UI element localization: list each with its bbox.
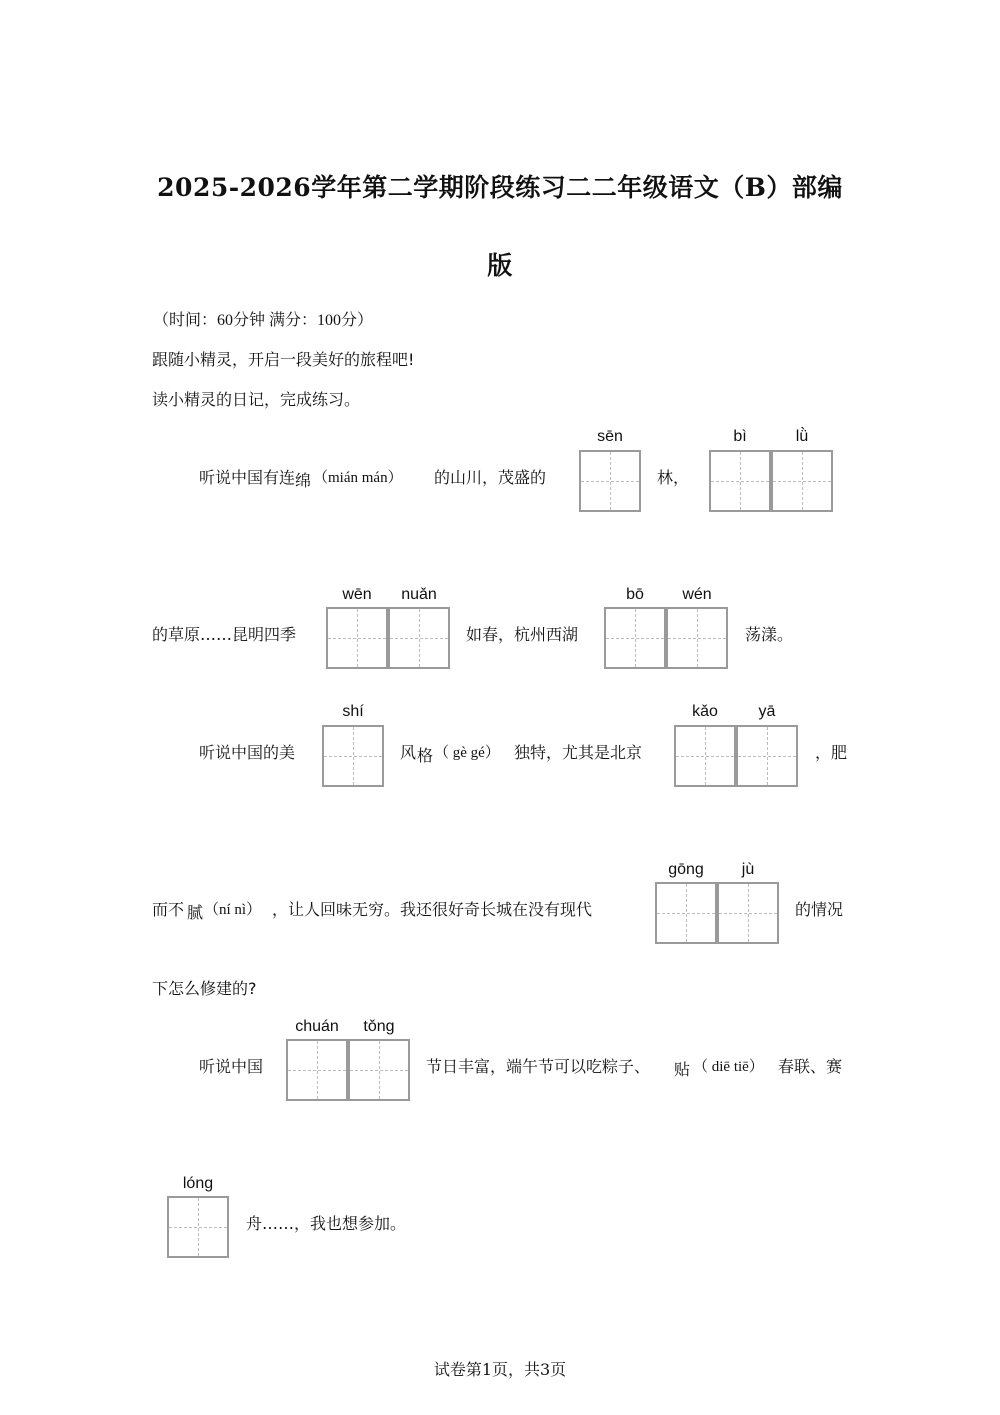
pinyin-label: bō bbox=[626, 586, 644, 603]
tianzige-answer-box[interactable] bbox=[167, 1196, 229, 1258]
p6-text-1: 听说中国 bbox=[199, 1057, 264, 1076]
tianzige-answer-box[interactable] bbox=[388, 607, 450, 669]
tianzige-answer-box[interactable] bbox=[736, 725, 798, 787]
pinyin-label: lǜ bbox=[795, 428, 809, 445]
p4-text-1: 而不 bbox=[152, 900, 185, 919]
pinyin-label: tǒng bbox=[363, 1018, 395, 1035]
p1-text-2: 的山川，茂盛的 bbox=[434, 468, 547, 487]
p3-text-2: 风 bbox=[400, 743, 417, 762]
exam-title: 2025-2026学年第二学期阶段练习二二年级语文（B）部编 bbox=[157, 173, 843, 202]
p6-text-2: 节日丰富，端午节可以吃粽子、 bbox=[426, 1057, 651, 1076]
tianzige-answer-box[interactable] bbox=[326, 607, 388, 669]
pinyin-label: chuán bbox=[295, 1018, 339, 1035]
tianzige-answer-box[interactable] bbox=[717, 882, 779, 944]
p1-pinyin-choice: （mián mán） bbox=[313, 470, 403, 486]
p2-text-2: 如春，杭州西湖 bbox=[466, 625, 579, 644]
p1-text-1: 听说中国有连 bbox=[199, 468, 296, 487]
p1-char-1: 绵 bbox=[295, 471, 312, 490]
p3-text-1: 听说中国的美 bbox=[199, 743, 296, 762]
p6-text-3: 春联、赛 bbox=[778, 1057, 843, 1076]
p4-char-1: 腻 bbox=[187, 903, 204, 922]
pinyin-label: wén bbox=[682, 586, 712, 603]
tianzige-answer-box[interactable] bbox=[322, 725, 384, 787]
tianzige-answer-box[interactable] bbox=[666, 607, 728, 669]
pinyin-label: lóng bbox=[182, 1175, 214, 1192]
tianzige-answer-box[interactable] bbox=[655, 882, 717, 944]
intro-text: 跟随小精灵，开启一段美好的旅程吧! bbox=[152, 350, 415, 369]
p3-pinyin-choice: （ gè gé） bbox=[434, 745, 500, 761]
p4-text-3: 的情况 bbox=[795, 900, 844, 919]
pinyin-label: kǎo bbox=[692, 703, 718, 720]
tianzige-answer-box[interactable] bbox=[348, 1039, 410, 1101]
pinyin-label: gōng bbox=[668, 861, 704, 878]
p3-text-3: 独特，尤其是北京 bbox=[514, 743, 643, 762]
p4-pinyin-choice: （ní nì） bbox=[204, 902, 262, 918]
p2-text-1: 的草原……昆明四季 bbox=[152, 625, 297, 644]
pinyin-label: sēn bbox=[597, 428, 623, 445]
p2-text-3: 荡漾。 bbox=[745, 625, 794, 644]
tianzige-answer-box[interactable] bbox=[674, 725, 736, 787]
p4-text-2: ，让人回味无穷。我还很好奇长城在没有现代 bbox=[272, 900, 593, 919]
p6-pinyin-choice: （ diē tiē） bbox=[693, 1059, 764, 1075]
tianzige-answer-box[interactable] bbox=[604, 607, 666, 669]
tianzige-answer-box[interactable] bbox=[286, 1039, 348, 1101]
p3-char-1: 格 bbox=[417, 746, 434, 765]
p6-char-1: 贴 bbox=[674, 1060, 691, 1079]
pinyin-label: jù bbox=[741, 861, 755, 878]
p7-text-1: 舟……，我也想参加。 bbox=[246, 1214, 407, 1233]
p5-text-1: 下怎么修建的? bbox=[152, 979, 257, 998]
page-footer: 试卷第1页，共3页 bbox=[433, 1360, 567, 1379]
tianzige-answer-box[interactable] bbox=[579, 450, 641, 512]
p3-text-4: ，肥 bbox=[815, 743, 848, 762]
instruction-text: 读小精灵的日记，完成练习。 bbox=[152, 390, 361, 409]
pinyin-label: yā bbox=[758, 703, 776, 720]
pinyin-label: shí bbox=[342, 703, 364, 720]
exam-meta: （时间：60分钟 满分：100分） bbox=[153, 312, 374, 329]
exam-title-continued: 版 bbox=[487, 251, 513, 280]
p1-text-3: 林， bbox=[657, 468, 690, 487]
tianzige-answer-box[interactable] bbox=[709, 450, 771, 512]
pinyin-label: wēn bbox=[342, 586, 372, 603]
pinyin-label: bì bbox=[733, 428, 747, 445]
pinyin-label: nuǎn bbox=[401, 586, 437, 603]
tianzige-answer-box[interactable] bbox=[771, 450, 833, 512]
